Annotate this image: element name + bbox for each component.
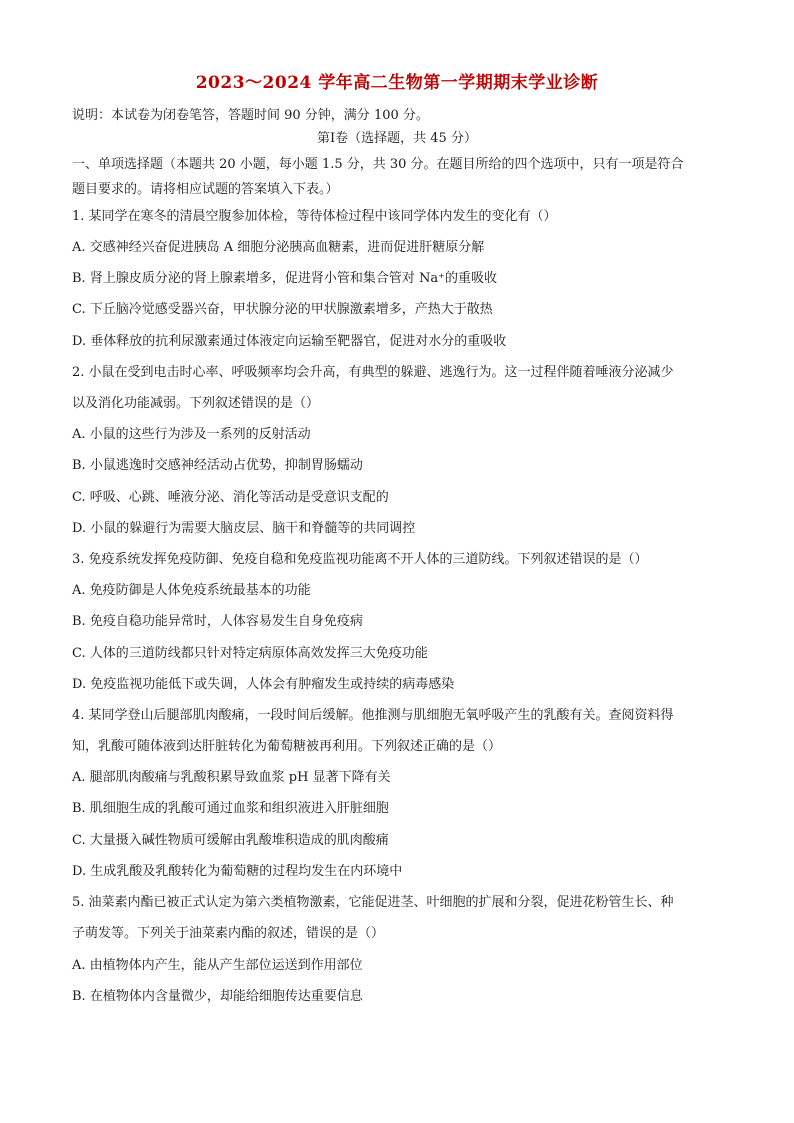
- question-4-stem-line2: 知，乳酸可随体液到达肝脏转化为葡萄糖被再利用。下列叙述正确的是（）: [72, 739, 502, 754]
- question-5-option-a: A. 由植物体内产生，能从产生部位运送到作用部位: [72, 958, 363, 973]
- question-2-option-a: A. 小鼠的这些行为涉及一系列的反射活动: [72, 427, 311, 442]
- section-heading-line1: 一、单项选择题（本题共 20 小题，每小题 1.5 分，共 30 分。在题目所给的四个选项中，只有一项是符合: [72, 157, 684, 172]
- instructions: 说明：本试卷为闭卷笔答，答题时间 90 分钟，满分 100 分。: [72, 108, 429, 123]
- question-5-stem-line2: 子萌发等。下列关于油菜素内酯的叙述，错误的是（）: [72, 926, 385, 941]
- question-1-option-d: D. 垂体释放的抗利尿激素通过体液定向运输至靶器官，促进对水分的重吸收: [72, 334, 507, 349]
- question-3-option-c: C. 人体的三道防线都只针对特定病原体高效发挥三大免疫功能: [72, 646, 428, 661]
- question-4-stem-line1: 4. 某同学登山后腿部肌肉酸痛，一段时间后缓解。他推测与肌细胞无氧呼吸产生的乳酸有关。查阅资料得: [72, 708, 674, 723]
- question-3-option-a: A. 免疫防御是人体免疫系统最基本的功能: [72, 583, 311, 598]
- question-4-option-a: A. 腿部肌肉酸痛与乳酸积累导致血浆 pH 显著下降有关: [72, 770, 391, 785]
- question-1-option-b: B. 肾上腺皮质分泌的肾上腺素增多，促进肾小管和集合管对 Na⁺的重吸收: [72, 271, 497, 286]
- question-2-stem-line1: 2. 小鼠在受到电击时心率、呼吸频率均会升高，有典型的躲避、逃逸行为。这一过程伴随着唾液分泌减少: [72, 365, 674, 380]
- question-4-option-c: C. 大量摄入碱性物质可缓解由乳酸堆积造成的肌肉酸痛: [72, 833, 389, 848]
- question-1-option-a: A. 交感神经兴奋促进胰岛 A 细胞分泌胰高血糖素，进而促进肝糖原分解: [72, 240, 485, 255]
- question-1-option-c: C. 下丘脑冷觉感受器兴奋，甲状腺分泌的甲状腺激素增多，产热大于散热: [72, 302, 493, 317]
- question-3-option-b: B. 免疫自稳功能异常时，人体容易发生自身免疫病: [72, 614, 363, 629]
- question-2-option-b: B. 小鼠逃逸时交感神经活动占优势，抑制胃肠蠕动: [72, 458, 363, 473]
- part-heading: 第Ⅰ卷（选择题，共 45 分）: [317, 131, 477, 146]
- question-5-option-b: B. 在植物体内含量微少，却能给细胞传达重要信息: [72, 989, 363, 1004]
- question-1-stem: 1. 某同学在寒冬的清晨空腹参加体检，等待体检过程中该同学体内发生的变化有（）: [72, 209, 557, 224]
- question-3-option-d: D. 免疫监视功能低下或失调，人体会有肿瘤发生或持续的病毒感染: [72, 677, 455, 692]
- question-4-option-d: D. 生成乳酸及乳酸转化为葡萄糖的过程均发生在内环境中: [72, 864, 403, 879]
- question-5-stem-line1: 5. 油菜素内酯已被正式认定为第六类植物激素，它能促进茎、叶细胞的扩展和分裂，促进花粉管生长、种: [72, 895, 674, 910]
- question-4-option-b: B. 肌细胞生成的乳酸可通过血浆和组织液进入肝脏细胞: [72, 801, 389, 816]
- question-2-option-c: C. 呼吸、心跳、唾液分泌、消化等活动是受意识支配的: [72, 490, 389, 505]
- question-2-stem-line2: 以及消化功能减弱。下列叙述错误的是（）: [72, 396, 320, 411]
- exam-title: 2023～2024 学年高二生物第一学期期末学业诊断: [195, 73, 599, 93]
- section-heading-line2: 题目要求的。请将相应试题的答案填入下表。）: [72, 182, 339, 197]
- question-2-option-d: D. 小鼠的躲避行为需要大脑皮层、脑干和脊髓等的共同调控: [72, 521, 416, 536]
- question-3-stem: 3. 免疫系统发挥免疫防御、免疫自稳和免疫监视功能离不开人体的三道防线。下列叙述错误的是（）: [72, 552, 648, 567]
